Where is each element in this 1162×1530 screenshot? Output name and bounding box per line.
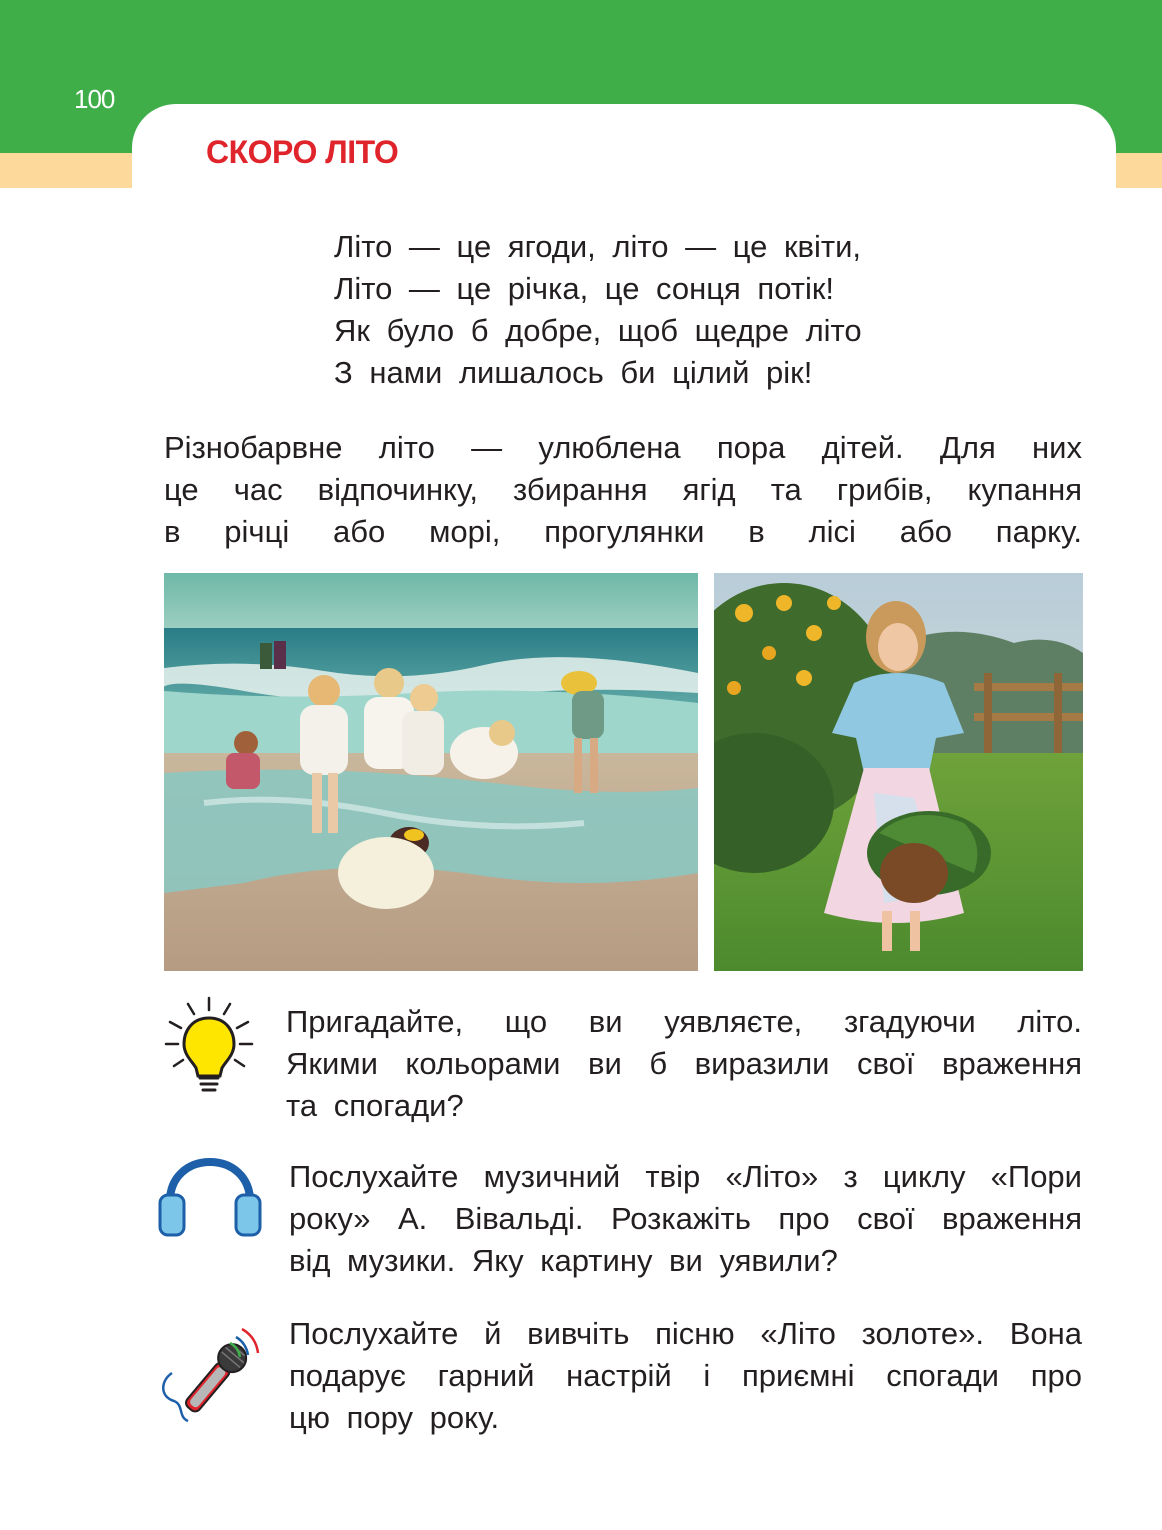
lesson-title: СКОРО ЛІТО (206, 134, 399, 170)
girl-with-basket-painting (714, 573, 1083, 971)
headphones-icon (158, 1157, 262, 1237)
task-listen-vivaldi (289, 1156, 1082, 1282)
task-line: року» А. Вівальді. Розкажіть про свої враження (289, 1201, 1082, 1236)
poem-line: Як було б добре, щоб щедре літо (334, 313, 862, 348)
poem-line: Літо — це ягоди, літо — це квіти, (334, 229, 862, 264)
task-line: подарує гарний настрій і приємні спогади про (289, 1358, 1082, 1393)
beach-painting (164, 573, 698, 971)
task-line: від музики. Яку картину ви уявили? (289, 1243, 838, 1278)
poem (334, 226, 954, 394)
page-number: 100 (74, 84, 115, 114)
intro-line: це час відпочинку, збирання ягід та грибів, купання (164, 472, 1082, 507)
task-line: Якими кольорами ви б виразили свої враження (286, 1046, 1082, 1081)
task-recall-summer (286, 1001, 1082, 1127)
task-line: Послухайте й вивчіть пісню «Літо золоте». Вона (289, 1316, 1082, 1351)
intro-line: Різнобарвне літо — улюблена пора дітей. Для них (164, 430, 1082, 465)
task-line: Послухайте музичний твір «Літо» з циклу «Пори (289, 1159, 1082, 1194)
lightbulb-icon (160, 994, 258, 1100)
task-learn-song (289, 1313, 1082, 1439)
microphone-icon (158, 1325, 264, 1431)
intro-line: в річці або морі, прогулянки в лісі або парку. (164, 514, 1082, 549)
poem-line: Літо — це річка, це сонця потік! (334, 271, 835, 306)
task-line: та спогади? (286, 1088, 464, 1123)
poem-line: З нами лишалось би цілий рік! (334, 355, 813, 390)
intro-paragraph (164, 427, 1082, 553)
task-line: Пригадайте, що ви уявляєте, згадуючи літо. (286, 1004, 1082, 1039)
task-line: цю пору року. (289, 1400, 500, 1435)
